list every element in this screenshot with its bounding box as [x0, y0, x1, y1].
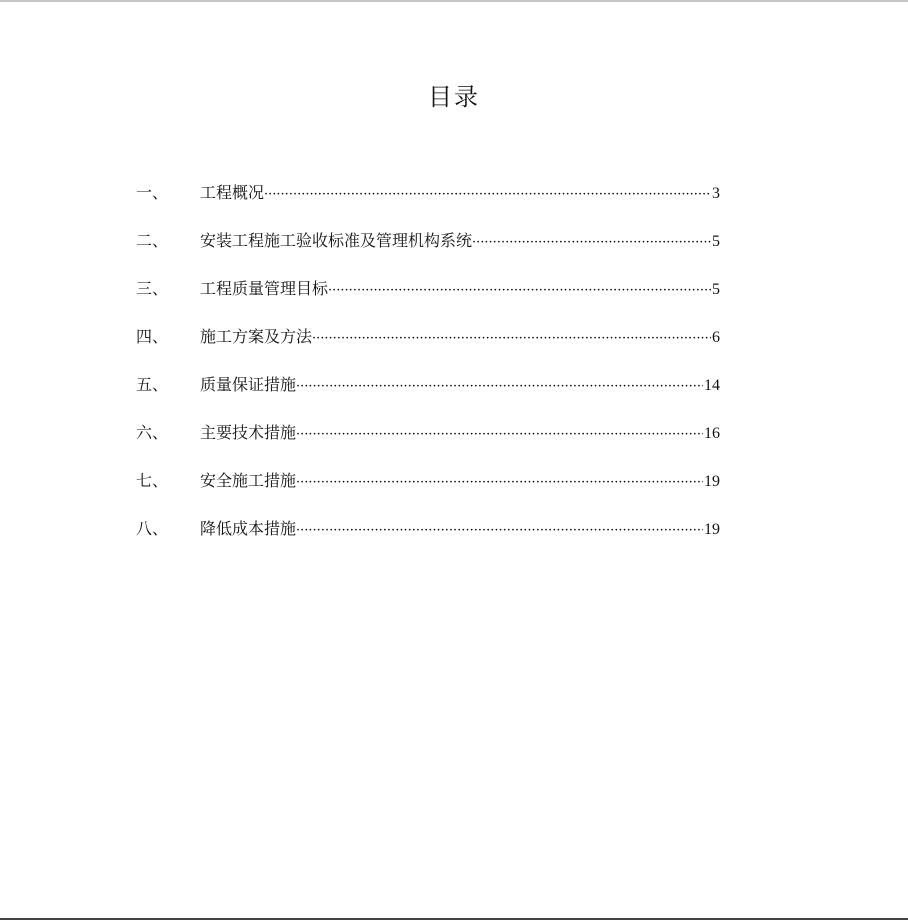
toc-entry-number: 四、 [136, 327, 169, 346]
toc-entry-page: 19 [704, 473, 720, 490]
toc-entry-page: 19 [704, 521, 720, 538]
toc-entry-page: 14 [704, 377, 720, 394]
toc-entry-3[interactable] [136, 274, 720, 322]
toc-entry-5[interactable] [136, 370, 720, 418]
toc-entry-page: 5 [712, 233, 720, 250]
toc-entry-text: 安装工程施工验收标准及管理机构系统 [200, 231, 473, 250]
toc-entry-page: 16 [704, 425, 720, 442]
toc-entry-text: 工程概况 [200, 183, 265, 202]
dot-leader [264, 180, 711, 210]
toc-entry-page: 5 [712, 281, 720, 298]
toc-entry-number: 三、 [136, 279, 169, 298]
toc-entry-page: 3 [712, 185, 720, 202]
toc-entry-text: 安全施工措施 [200, 471, 297, 490]
toc-entry-1[interactable] [136, 178, 720, 226]
page-top-border [0, 0, 908, 2]
toc-entry-page: 6 [712, 329, 720, 346]
dot-leader [328, 276, 711, 306]
toc-entry-text: 工程质量管理目标 [200, 279, 329, 298]
dot-leader [296, 516, 703, 546]
toc-entry-number: 一、 [136, 183, 169, 202]
toc-entry-8[interactable] [136, 514, 720, 562]
toc-entry-number: 八、 [136, 519, 169, 538]
page-title: 目录 [428, 83, 480, 111]
table-of-contents [136, 178, 720, 562]
toc-entry-text: 主要技术措施 [200, 423, 297, 442]
dot-leader [296, 372, 703, 402]
dot-leader [472, 228, 711, 258]
toc-entry-number: 七、 [136, 471, 169, 490]
toc-entry-2[interactable] [136, 226, 720, 274]
toc-entry-6[interactable] [136, 418, 720, 466]
toc-entry-number: 二、 [136, 231, 169, 250]
toc-entry-text: 质量保证措施 [200, 375, 297, 394]
dot-leader [312, 324, 711, 354]
toc-entry-text: 降低成本措施 [200, 519, 297, 538]
toc-entry-4[interactable] [136, 322, 720, 370]
toc-entry-number: 六、 [136, 423, 169, 442]
toc-entry-7[interactable] [136, 466, 720, 514]
dot-leader [296, 420, 703, 450]
dot-leader [296, 468, 703, 498]
toc-entry-text: 施工方案及方法 [200, 327, 313, 346]
toc-entry-number: 五、 [136, 375, 169, 394]
